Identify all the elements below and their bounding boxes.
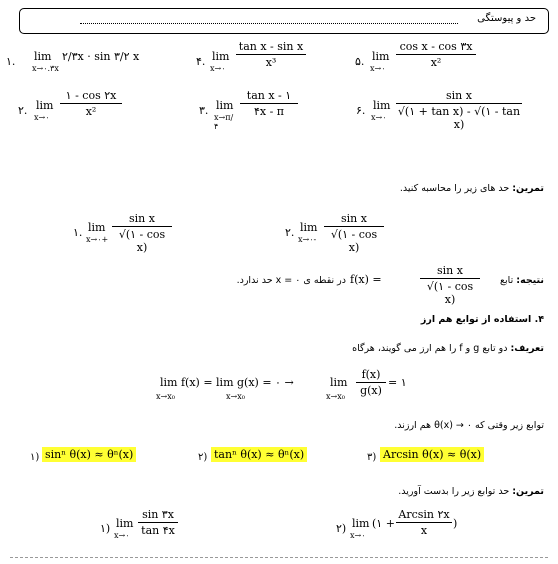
definition-sub-3: x→x₀: [326, 392, 345, 401]
problem-3-fraction: tan x - ۱ ۴x - π: [240, 89, 298, 118]
exercise-1-heading: تمرین: حد های زیر را محاسبه کنید.: [399, 183, 544, 194]
problem-1-expression: ۲/۳x · sin ۳/۲ x: [62, 50, 140, 63]
definition-sub-2: x→x₀: [226, 392, 245, 401]
problem-3-number: ۳.: [199, 104, 209, 117]
problem-4-number: ۴.: [196, 55, 206, 68]
page-bottom-divider: [10, 557, 548, 558]
definition-line: تعریف: دو تابع g و f را هم ارز می گویند، هرگاه: [352, 343, 544, 354]
result-label: نتیجه: تابع: [499, 275, 544, 286]
problem-4-fraction: tan x - sin x x³: [236, 40, 306, 69]
problem-1-number: ۱.: [6, 55, 16, 68]
definition-fraction: f(x) g(x): [356, 368, 386, 397]
result-function: f(x) =: [350, 273, 382, 286]
problem-2-number: ۲.: [18, 104, 28, 117]
problem-5-number: ۵.: [355, 55, 365, 68]
exercise-2-heading: تمرین: حد توابع زیر را بدست آورید.: [398, 486, 544, 497]
section-4-title: ۴. استفاده از توابع هم ارز: [420, 314, 544, 325]
equivalent-2-highlight: tanⁿ θ(x) ≈ θⁿ(x): [211, 447, 307, 462]
exercise-1-item-2-fraction: sin x √(۱ - cos x): [324, 212, 384, 254]
equivalents-text: توابع زیر وقتی که θ(x) → ۰ هم ارزند.: [394, 420, 544, 431]
exercise-2-item-2-post: ): [453, 517, 458, 530]
exercise-2-item-2-pre: (۱ +: [372, 517, 395, 530]
exercise-1-item-1-number: ۱.: [73, 226, 83, 239]
exercise-2-item-2-fraction: Arcsin ۲x x: [396, 508, 452, 537]
problem-2-fraction: ۱ - cos ۲x x²: [60, 89, 122, 118]
equivalent-3-highlight: Arcsin θ(x) ≈ θ(x): [380, 447, 484, 462]
result-conclusion: در نقطه ی x = ۰ حد ندارد.: [236, 275, 346, 286]
equivalent-1-highlight: sinⁿ θ(x) ≈ θⁿ(x): [42, 447, 136, 462]
result-fraction: sin x √(۱ - cos x): [420, 264, 480, 306]
equivalent-2-number: ۲): [198, 452, 208, 463]
definition-equals: = ۱: [388, 376, 407, 389]
exercise-2-item-2-number: ۲): [336, 522, 347, 535]
definition-lim: lim: [330, 376, 348, 389]
problem-6-number: ۶.: [356, 104, 366, 117]
header-box: [19, 8, 549, 34]
page-title: حد و پیوستگی: [477, 13, 536, 24]
problem-6-fraction: sin x √(۱ + tan x) - √(۱ - tan x): [397, 89, 521, 131]
definition-formula-left: lim f(x) = lim g(x) = ۰ →: [160, 376, 294, 389]
exercise-1-item-1-fraction: sin x √(۱ - cos x): [112, 212, 172, 254]
equivalent-1-number: ۱): [30, 452, 40, 463]
header-dotted-line: [80, 23, 458, 24]
equivalent-3-number: ۳): [367, 452, 377, 463]
definition-sub-1: x→x₀: [156, 392, 175, 401]
exercise-1-item-2-number: ۲.: [285, 226, 295, 239]
exercise-2-item-1-fraction: sin ۳x tan ۴x: [138, 508, 178, 537]
exercise-2-item-1-number: ۱): [100, 522, 111, 535]
problem-5-fraction: cos x - cos ۳x x²: [396, 40, 476, 69]
